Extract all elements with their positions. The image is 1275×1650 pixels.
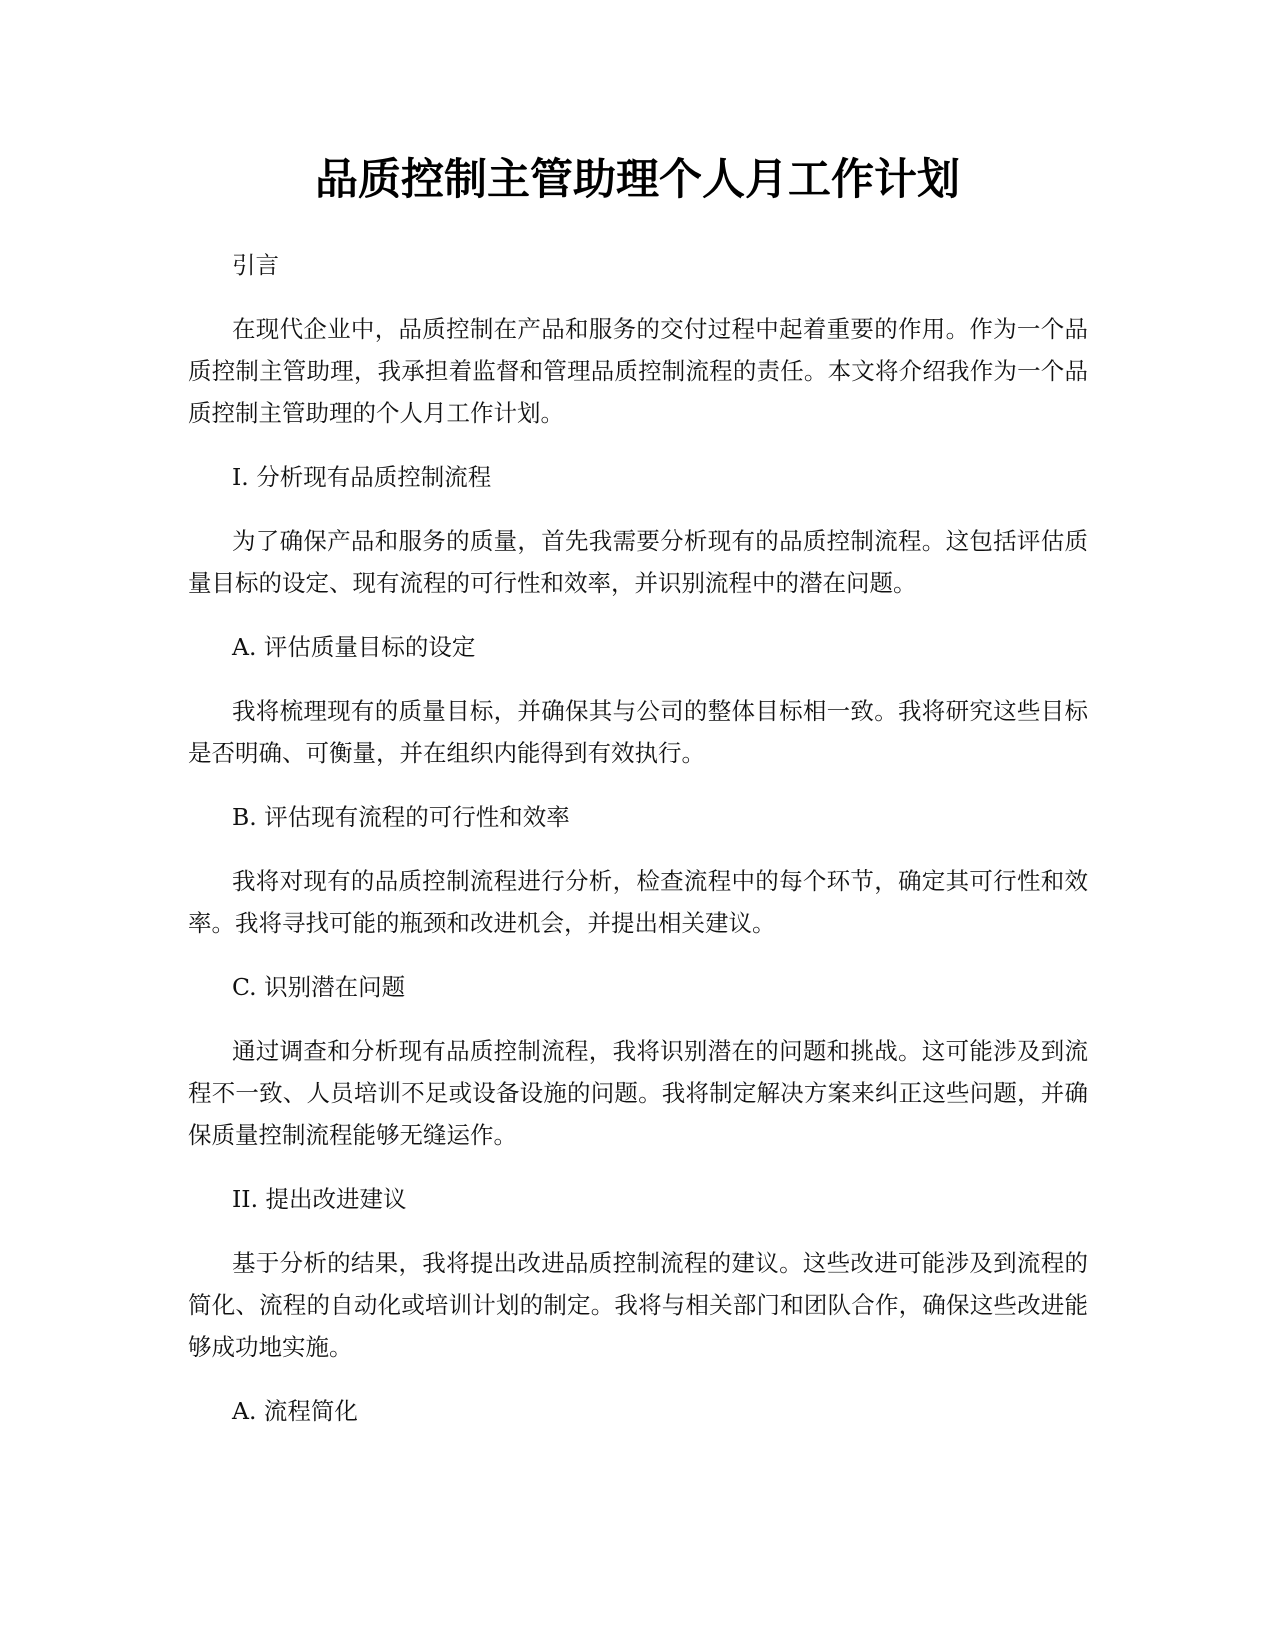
section-heading-ii: II. 提出改进建议 [232,1185,407,1213]
paragraph-i-a: 我将梳理现有的质量目标，并确保其与公司的整体目标相一致。我将研究这些目标是否明确、可衡量，并在组织内能得到有效执行。 [188,697,1088,767]
subsection-heading-i-a: A. 评估质量目标的设定 [232,633,476,661]
document-body [188,244,1088,1454]
subsection-heading-ii-a: A. 流程简化 [232,1397,358,1425]
subsection-heading-i-c: C. 识别潜在问题 [232,973,406,1001]
section-heading-intro: 引言 [232,251,279,279]
paragraph-i-c: 通过调查和分析现有品质控制流程，我将识别潜在的问题和挑战。这可能涉及到流程不一致、人员培训不足或设备设施的问题。我将制定解决方案来纠正这些问题，并确保质量控制流程能够无缝运作。 [188,1037,1088,1149]
subsection-heading-i-b: B. 评估现有流程的可行性和效率 [232,803,570,831]
section-heading-i: I. 分析现有品质控制流程 [232,463,492,491]
paragraph-ii: 基于分析的结果，我将提出改进品质控制流程的建议。这些改进可能涉及到流程的简化、流程的自动化或培训计划的制定。我将与相关部门和团队合作，确保这些改进能够成功地实施。 [188,1249,1088,1361]
paragraph-intro: 在现代企业中，品质控制在产品和服务的交付过程中起着重要的作用。作为一个品质控制主管助理，我承担着监督和管理品质控制流程的责任。本文将介绍我作为一个品质控制主管助理的个人月工作计划。 [188,315,1088,427]
document-title: 品质控制主管助理个人月工作计划 [315,155,960,205]
paragraph-i-b: 我将对现有的品质控制流程进行分析，检查流程中的每个环节，确定其可行性和效率。我将寻找可能的瓶颈和改进机会，并提出相关建议。 [188,867,1088,937]
paragraph-i: 为了确保产品和服务的质量，首先我需要分析现有的品质控制流程。这包括评估质量目标的设定、现有流程的可行性和效率，并识别流程中的潜在问题。 [188,527,1088,597]
